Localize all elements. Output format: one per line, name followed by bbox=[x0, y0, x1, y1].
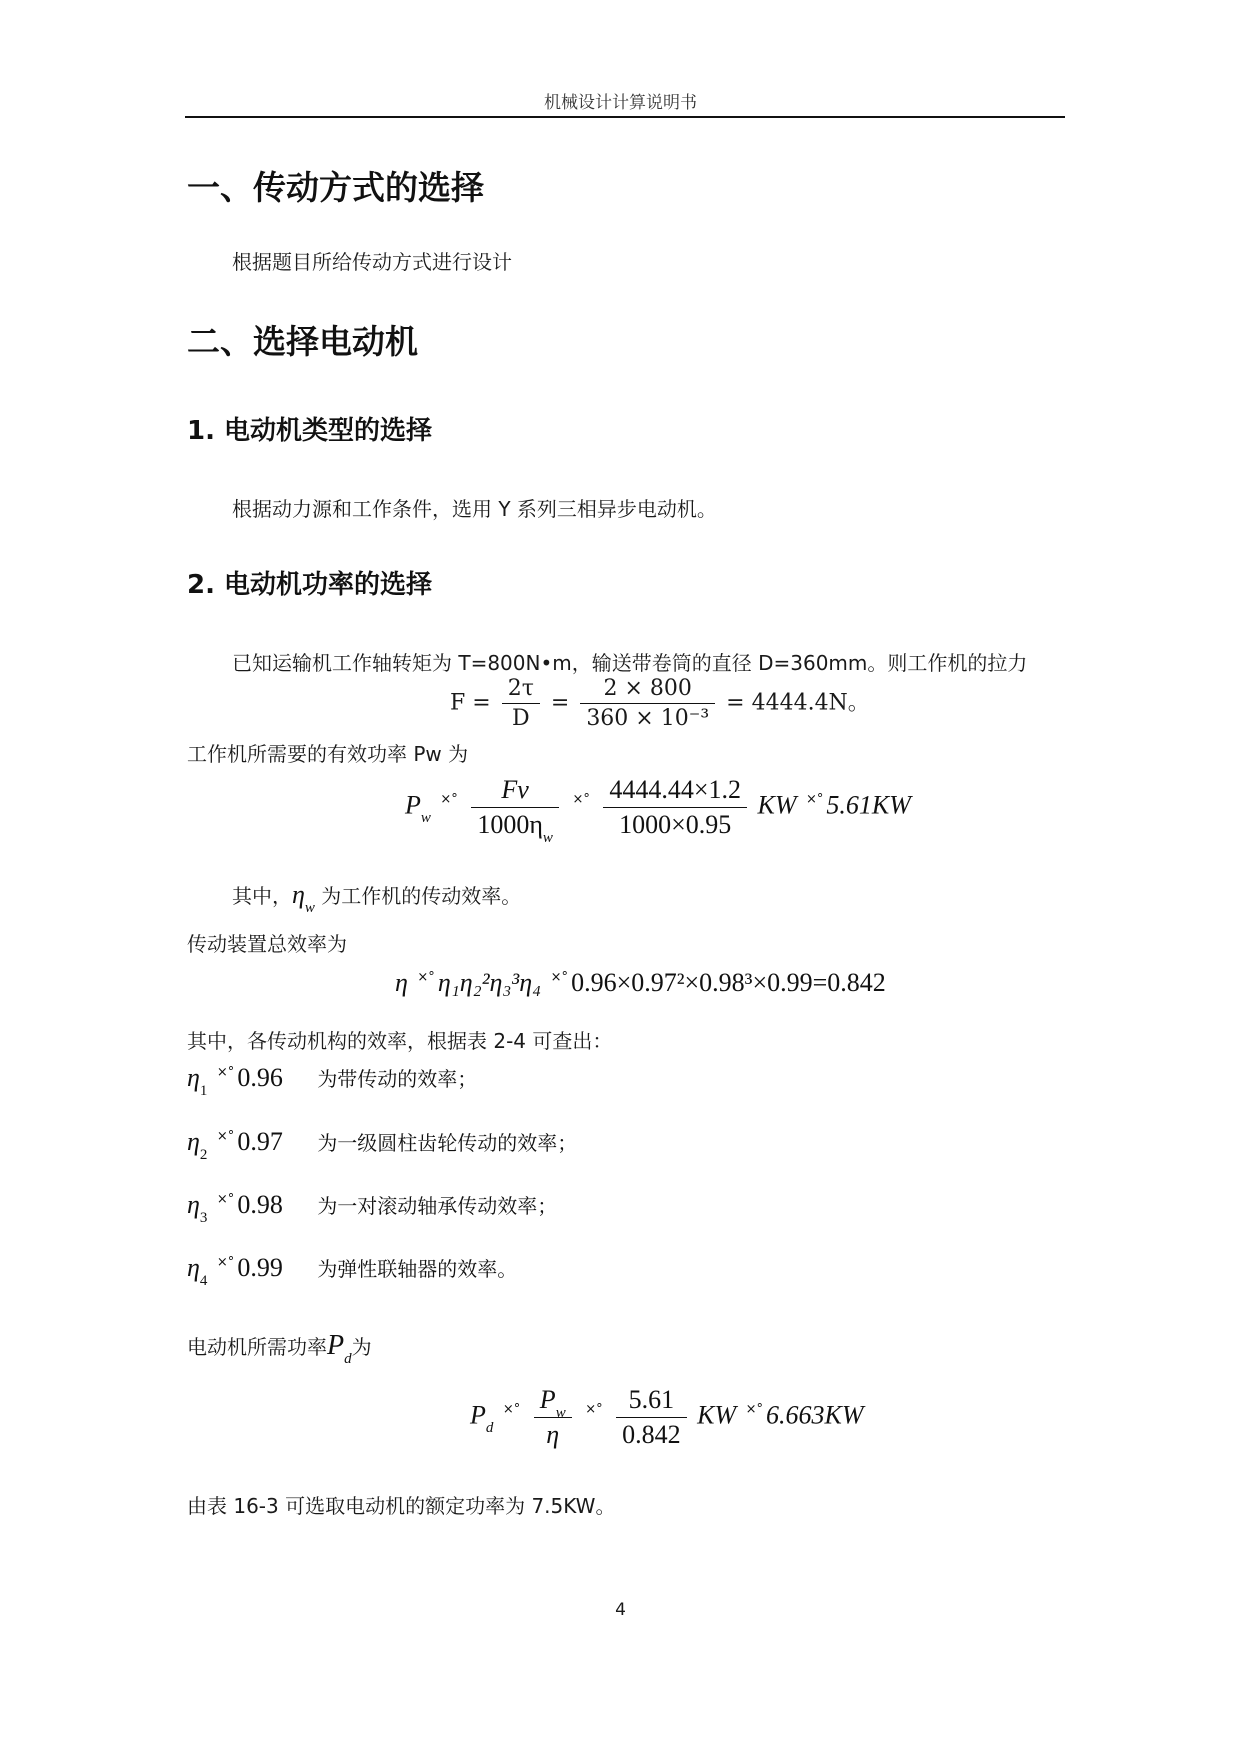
eta-description: 为一级圆柱齿轮传动的效率； bbox=[317, 1131, 578, 1155]
efficiency-table-note: 其中，各传动机构的效率，根据表 2-4 可查出： bbox=[187, 1029, 613, 1053]
pd-equation bbox=[470, 1385, 864, 1450]
eta-description: 为带传动的效率； bbox=[317, 1067, 478, 1091]
eta-value: 0.97 bbox=[237, 1127, 283, 1156]
approx-symbol: ×° bbox=[216, 1192, 235, 1207]
pd-label bbox=[187, 1330, 372, 1367]
eta-value: 0.96 bbox=[237, 1063, 283, 1092]
pw-eq-f1-den-sub: w bbox=[542, 830, 553, 846]
pd-eq-f2-numerator: 5.61 bbox=[616, 1385, 687, 1418]
pd-eq-f1-num-sub: w bbox=[555, 1405, 566, 1421]
section-heading-2: 二、选择电动机 bbox=[187, 322, 418, 361]
force-eq-fraction-2 bbox=[580, 676, 715, 731]
eta-index: 2 bbox=[199, 1147, 208, 1163]
pd-eq-fraction-2 bbox=[616, 1385, 687, 1450]
approx-symbol: ×° bbox=[585, 1402, 603, 1418]
eta-eq-lhs: η bbox=[395, 968, 408, 997]
efficiency-item bbox=[187, 1190, 558, 1226]
force-eq-f1-denominator: D bbox=[511, 706, 530, 731]
pd-eq-unit: KW bbox=[697, 1400, 737, 1430]
force-equation bbox=[450, 676, 870, 731]
approx-symbol: ×° bbox=[745, 1402, 764, 1418]
eta-symbol: η bbox=[187, 1253, 200, 1282]
pw-eq-fraction-2 bbox=[603, 775, 747, 840]
pd-label-post: 为 bbox=[351, 1335, 372, 1359]
eta-w-sub: w bbox=[304, 900, 315, 916]
efficiency-item bbox=[187, 1063, 478, 1099]
efficiency-item bbox=[187, 1253, 518, 1289]
subsection-heading-motor-power: 2. 电动机功率的选择 bbox=[187, 570, 433, 600]
eta-value: 0.98 bbox=[237, 1190, 283, 1219]
eta-symbol: η bbox=[187, 1063, 200, 1092]
eta-eq-product: η₁η₂²η₃³η₄ bbox=[437, 968, 542, 997]
pw-eq-f2-numerator: 4444.44×1.2 bbox=[603, 775, 747, 808]
eta-w-note-pre: 其中， bbox=[232, 884, 292, 908]
section-heading-1: 一、传动方式的选择 bbox=[187, 168, 484, 207]
known-conditions-text: 已知运输机工作轴转矩为 T=800N•m，输送带卷筒的直径 D=360mm。则工作机的拉力 bbox=[232, 651, 1028, 675]
eta-symbol: η bbox=[187, 1127, 200, 1156]
pd-symbol: P bbox=[327, 1330, 345, 1361]
force-eq-fraction-1 bbox=[502, 676, 540, 731]
rated-power-conclusion: 由表 16-3 可选取电动机的额定功率为 7.5KW。 bbox=[187, 1494, 616, 1518]
eta-index: 4 bbox=[199, 1273, 208, 1289]
approx-symbol: ×° bbox=[417, 970, 435, 985]
pd-eq-f2-denominator: 0.842 bbox=[622, 1420, 681, 1449]
pw-eq-f1-denominator: 1000η bbox=[477, 810, 543, 839]
motor-type-text: 根据动力源和工作条件，选用 Y 系列三相异步电动机。 bbox=[232, 497, 717, 521]
approx-symbol: ×° bbox=[806, 792, 824, 808]
eta-w-symbol: η bbox=[292, 880, 305, 909]
force-eq-f1-numerator: 2τ bbox=[502, 676, 540, 704]
eta-index: 1 bbox=[199, 1083, 208, 1099]
approx-symbol: ×° bbox=[550, 970, 569, 985]
pw-equation bbox=[405, 775, 911, 846]
eta-value: 0.99 bbox=[237, 1253, 283, 1282]
force-eq-equals: = bbox=[550, 690, 570, 716]
pw-eq-lhs: P bbox=[405, 790, 421, 820]
pw-eq-lhs-sub: w bbox=[420, 810, 431, 827]
pd-eq-fraction-1 bbox=[534, 1385, 572, 1450]
approx-symbol: ×° bbox=[216, 1129, 235, 1144]
pw-eq-result: 5.61KW bbox=[826, 790, 911, 820]
pd-sub: d bbox=[344, 1351, 352, 1367]
eta-index: 3 bbox=[199, 1210, 208, 1226]
pd-eq-result: 6.663KW bbox=[766, 1400, 864, 1430]
efficiency-item bbox=[187, 1127, 578, 1163]
approx-symbol: ×° bbox=[502, 1402, 521, 1418]
eta-description: 为弹性联轴器的效率。 bbox=[317, 1257, 518, 1281]
pd-eq-f1-numerator: P bbox=[539, 1385, 556, 1414]
force-eq-lhs: F = bbox=[450, 690, 491, 716]
page-number: 4 bbox=[615, 1600, 626, 1620]
total-efficiency-equation bbox=[395, 968, 886, 998]
pd-eq-lhs-sub: d bbox=[485, 1420, 494, 1437]
force-eq-result: = 4444.4N。 bbox=[726, 690, 870, 716]
subsection-heading-motor-type: 1. 电动机类型的选择 bbox=[187, 416, 433, 446]
approx-symbol: ×° bbox=[216, 1255, 235, 1270]
approx-symbol: ×° bbox=[440, 792, 458, 808]
approx-symbol: ×° bbox=[216, 1065, 235, 1080]
pd-eq-lhs: P bbox=[470, 1400, 486, 1430]
section-1-text: 根据题目所给传动方式进行设计 bbox=[232, 250, 512, 274]
pw-eq-fraction-1 bbox=[471, 775, 559, 846]
header-rule bbox=[185, 116, 1065, 118]
pw-label: 工作机所需要的有效功率 Pw 为 bbox=[187, 742, 469, 766]
total-efficiency-label: 传动装置总效率为 bbox=[187, 932, 347, 956]
eta-w-note-post: 为工作机的传动效率。 bbox=[321, 884, 522, 908]
eta-w-note bbox=[232, 880, 522, 916]
force-eq-f2-denominator: 360 × 10⁻³ bbox=[586, 706, 710, 731]
pd-label-pre: 电动机所需功率 bbox=[187, 1335, 327, 1359]
eta-description: 为一对滚动轴承传动效率； bbox=[317, 1194, 558, 1218]
pw-eq-unit: KW bbox=[757, 790, 797, 820]
force-eq-f2-numerator: 2 × 800 bbox=[580, 676, 715, 704]
eta-symbol: η bbox=[187, 1190, 200, 1219]
pd-eq-f1-denominator: η bbox=[546, 1420, 560, 1449]
pw-eq-f1-numerator: Fv bbox=[501, 775, 529, 804]
pw-eq-f2-denominator: 1000×0.95 bbox=[619, 810, 732, 839]
approx-symbol: ×° bbox=[572, 792, 590, 808]
eta-eq-result: 0.96×0.97²×0.98³×0.99=0.842 bbox=[571, 968, 886, 997]
running-header: 机械设计计算说明书 bbox=[544, 93, 697, 113]
